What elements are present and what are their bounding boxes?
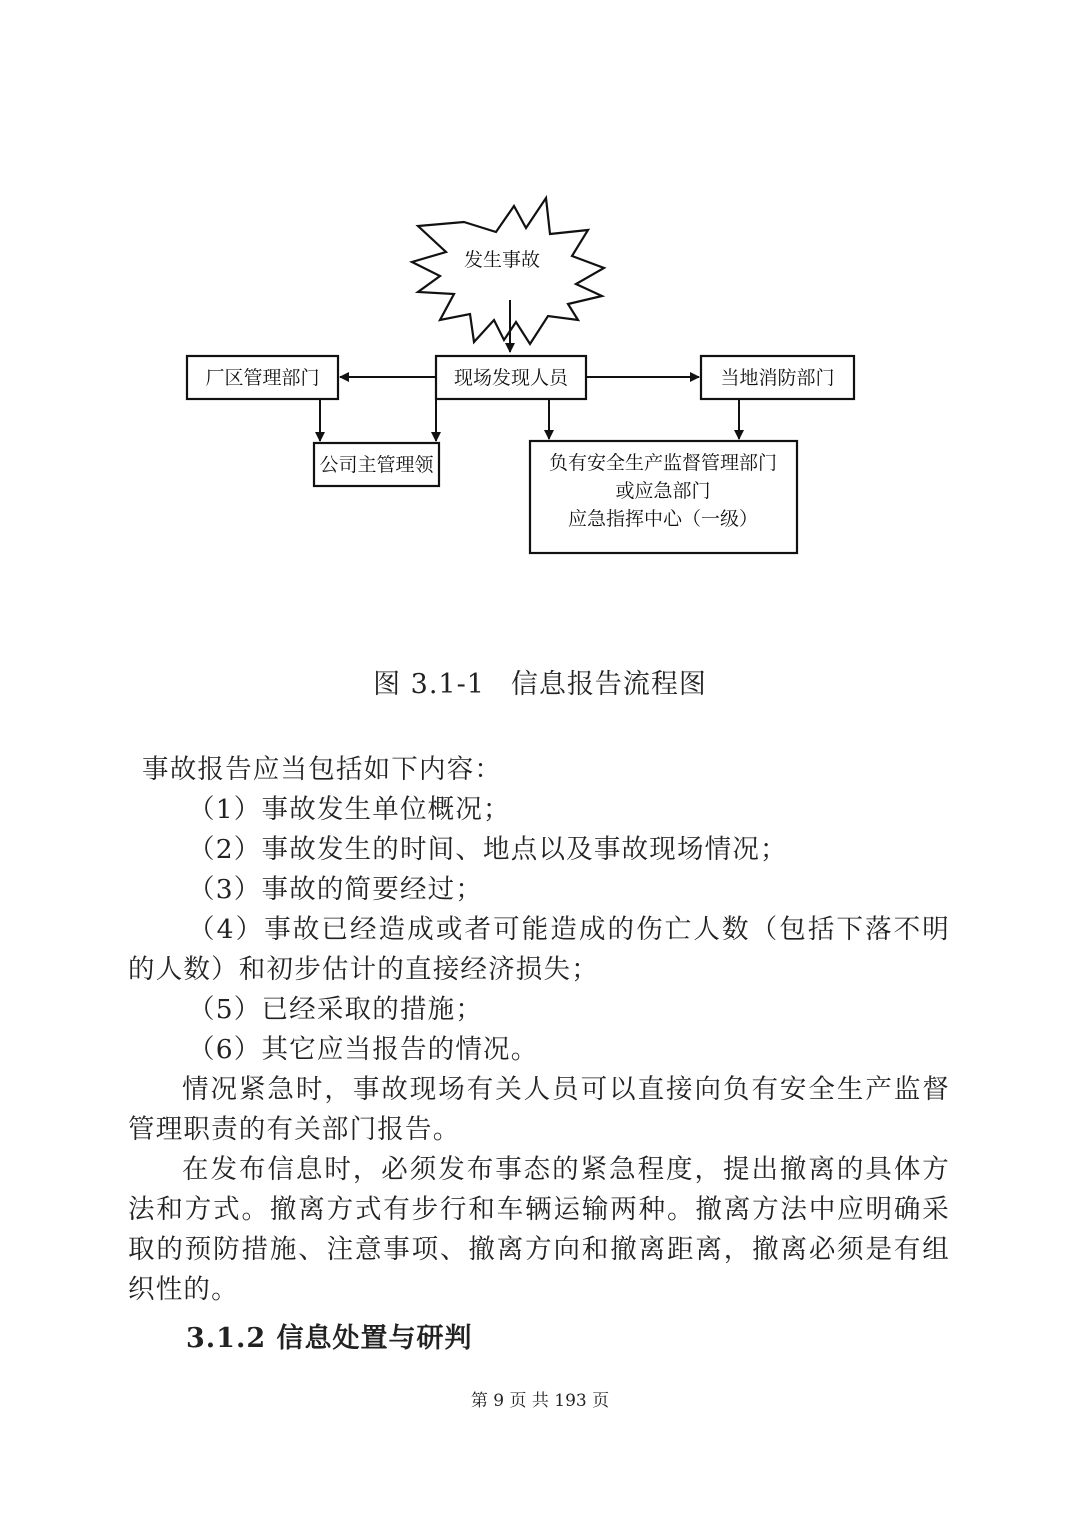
figure-title: 信息报告流程图 <box>510 669 707 700</box>
authority-label-line2: 或应急部门 <box>615 480 711 502</box>
fire-dept-label: 当地消防部门 <box>720 367 835 389</box>
authority-label-line1: 负有安全生产监督管理部门 <box>548 452 778 474</box>
flowchart <box>0 0 1080 600</box>
company-leader-label: 公司主管理领 <box>319 454 434 476</box>
plant-dept-label: 厂区管理部门 <box>205 367 320 389</box>
figure-number: 图 3.1-1 <box>373 669 485 700</box>
list-item: （6）其它应当报告的情况。 <box>188 1034 539 1065</box>
paragraph-urgent-report: 情况紧急时，事故现场有关人员可以直接向负有安全生产监督管理职责的有关部门报告。 <box>128 1074 950 1145</box>
figure-caption <box>0 662 1080 701</box>
body-text <box>128 750 950 1310</box>
start-burst-shape <box>412 198 604 344</box>
intro-line: 事故报告应当包括如下内容： <box>142 754 503 785</box>
discoverer-label: 现场发现人员 <box>453 367 569 389</box>
list-item: （1）事故发生单位概况； <box>188 794 511 825</box>
authority-label-line3: 应急指挥中心（一级） <box>567 508 759 530</box>
page-footer: 第 9 页 共 193 页 <box>470 1391 610 1411</box>
list-item: （4）事故已经造成或者可能造成的伤亡人数（包括下落不明的人数）和初步估计的直接经济损失； <box>128 914 950 985</box>
list-item: （5）已经采取的措施； <box>188 994 484 1025</box>
paragraph-evacuation: 在发布信息时，必须发布事态的紧急程度，提出撤离的具体方法和方式。撤离方式有步行和车辆运输两种。撤离方法中应明确采取的预防措施、注意事项、撤离方向和撤离距离，撤离必须是有组织性的。 <box>128 1154 950 1305</box>
list-item: （2）事故发生的时间、地点以及事故现场情况； <box>188 834 788 865</box>
section-heading: 3.1.2 信息处置与研判 <box>186 1323 473 1354</box>
start-label: 发生事故 <box>463 249 541 271</box>
list-item: （3）事故的简要经过； <box>188 874 484 905</box>
